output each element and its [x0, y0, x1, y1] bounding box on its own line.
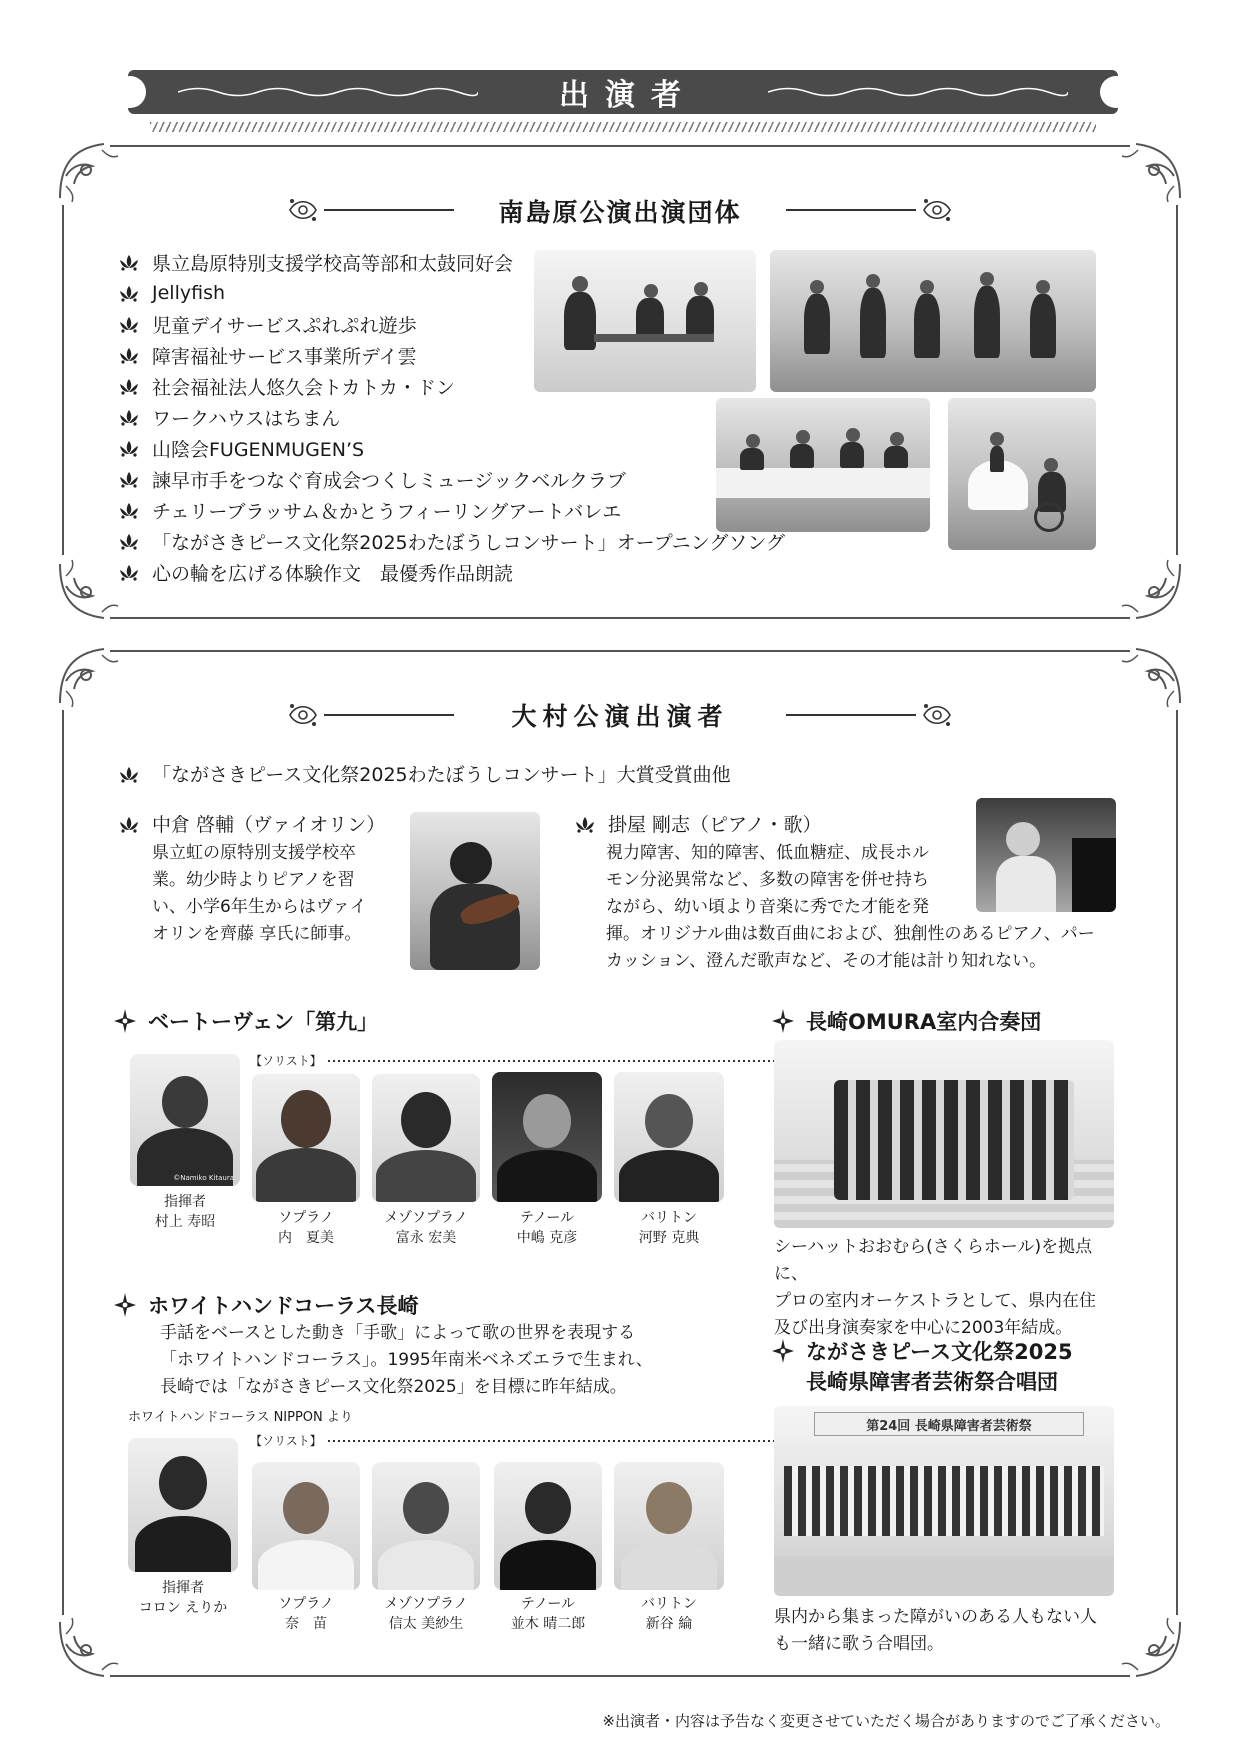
frame1-right [1176, 205, 1178, 555]
lotus-icon [574, 815, 596, 833]
hatch-divider [150, 122, 1096, 132]
corner-ornament-icon [52, 641, 122, 711]
nakakura-heading: 中倉 啓輔（ヴァイオリン） [118, 810, 385, 837]
soloist-caption: ソプラノ 内 夏美 [278, 1210, 334, 1246]
photo-nakakura [410, 812, 540, 970]
kakeya-heading: 掛屋 剛志（ピアノ・歌） [574, 810, 822, 837]
section-title-omura: 大村公演出演者 [511, 702, 729, 731]
lotus-icon [118, 470, 140, 488]
ornament-icon [286, 195, 320, 225]
beethoven-soloist-label: 【ソリスト】 [250, 1052, 798, 1069]
photo-omura-ensemble [774, 1040, 1114, 1228]
choir-heading: ながさきピース文化祭2025 [770, 1336, 1073, 1366]
list-item: 障害福祉サービス事業所デイ雲 [118, 341, 417, 369]
list-item: 児童デイサービスぷれぷれ遊歩 [118, 310, 417, 338]
nakakura-bio: 県立虹の原特別支援学校卒 業。幼少時よりピアノを習 い、小学6年生からはヴァイ オリンを齊藤 享氏に師事。 [152, 843, 367, 944]
corner-ornament-icon [52, 1614, 122, 1684]
omura-ensemble-heading: 長崎OMURA室内合奏団 [770, 1006, 1041, 1036]
portrait-baritone [614, 1072, 724, 1202]
photo-music-bell-club [716, 398, 930, 532]
list-item: 山陰会FUGENMUGEN’S [118, 434, 364, 462]
photo-dance-group [770, 250, 1096, 392]
lotus-icon [118, 284, 140, 302]
soloist-caption: ソプラノ 奈 苗 [278, 1596, 334, 1632]
portrait-conductor-murakami: ©Namiko Kitaura [130, 1054, 240, 1186]
corner-ornament-icon [1118, 641, 1188, 711]
lotus-icon [118, 532, 140, 550]
kakeya-bio: 視力障害、知的障害、低血糖症、成長ホル モン分泌異常など、多数の障害を併せ持ち ながら、幼い頃より音楽に秀でた才能を発 揮。オリジナル曲は数百曲におよび、独創性のあるピアノ、パー カッション、澄んだ歌声など、その才能は計り知れない。 [606, 843, 1095, 971]
lotus-icon [118, 563, 140, 581]
list-item: ワークハウスはちまん [118, 403, 340, 431]
ornament-icon [286, 700, 320, 730]
photo-taiko-group [534, 250, 756, 392]
section-title-minamishimabara: 南島原公演出演団体 [498, 198, 742, 227]
conductor-caption: 指揮者 コロン えりか [138, 1580, 228, 1616]
lotus-icon [118, 346, 140, 364]
choir-description: 県内から集まった障がいのある人もない人 も一緒に歌う合唱団。 [774, 1607, 1097, 1654]
portrait-baritone-shintani [614, 1462, 724, 1590]
corner-ornament-icon [1118, 1614, 1188, 1684]
ornament-icon [920, 700, 954, 730]
photo-ballet [948, 398, 1096, 550]
corner-ornament-icon [1118, 136, 1188, 206]
lotus-icon [118, 253, 140, 271]
soloist-caption: バリトン 新谷 綸 [641, 1596, 697, 1632]
portrait-soprano-nanae [252, 1462, 360, 1590]
list-item: Jellyfish [118, 279, 225, 307]
portrait-mezzo-soprano [372, 1074, 480, 1202]
sparkle-icon [112, 1292, 138, 1318]
photo-kakeya [976, 798, 1116, 912]
list-item: 県立島原特別支援学校高等部和太鼓同好会 [118, 248, 513, 276]
list-item: チェリーブラッサム＆かとうフィーリングアートバレエ [118, 496, 621, 524]
title-rule [324, 209, 454, 211]
list-item: 諫早市手をつなぐ育成会つくしミュージックベルクラブ [118, 465, 626, 493]
corner-ornament-icon [1118, 556, 1188, 626]
banner-ornament-right [768, 85, 1068, 99]
corner-ornament-icon [52, 136, 122, 206]
lotus-icon [118, 315, 140, 333]
soloist-caption: メゾソプラノ 富永 宏美 [384, 1210, 468, 1246]
choir-subheading: 長崎県障害者芸術祭合唱団 [806, 1370, 1058, 1394]
frame2-right [1176, 710, 1178, 1615]
page-title: 出演者 [559, 78, 697, 113]
sparkle-icon [112, 1008, 138, 1034]
list-item: 社会福祉法人悠久会トカトカ・ドン [118, 372, 455, 400]
soloist-caption: バリトン 河野 克典 [638, 1210, 700, 1246]
whitehand-from: ホワイトハンドコーラス NIPPON より [128, 1410, 353, 1425]
frame2-bottom [110, 1675, 1130, 1677]
portrait-tenor [492, 1072, 602, 1202]
photo-choir: 第24回 長崎県障害者芸術祭 [774, 1406, 1114, 1596]
lotus-icon [118, 501, 140, 519]
title-rule [786, 714, 916, 716]
corner-ornament-icon [52, 556, 122, 626]
frame2-top [110, 650, 1130, 652]
lotus-icon [118, 765, 140, 783]
title-rule [324, 714, 454, 716]
soloist-caption: テノール 並木 晴二郎 [510, 1596, 586, 1632]
whitehand-heading: ホワイトハンドコーラス長崎 [112, 1290, 418, 1320]
soloist-caption: メゾソプラノ 信太 美紗生 [384, 1596, 468, 1632]
list-item: 「ながさきピース文化祭2025わたぼうしコンサート」オープニングソング [118, 527, 785, 555]
soloist-caption: テノール 中嶋 克彦 [516, 1210, 578, 1246]
footnote: ※出演者・内容は予告なく変更させていただく場合がありますのでご了承ください。 [602, 1712, 1170, 1730]
ornament-icon [920, 195, 954, 225]
frame1-bottom [110, 617, 1130, 619]
beethoven-heading: ベートーヴェン「第九」 [112, 1006, 378, 1036]
lotus-icon [118, 377, 140, 395]
omura-intro: 「ながさきピース文化祭2025わたぼうしコンサート」大賞受賞曲他 [118, 760, 731, 787]
omura-ensemble-description: シーハットおおむら(さくらホール)を拠点に、 プロの室内オーケストラとして、県内在住 及び出身演奏家を中心に2003年結成。 [774, 1237, 1096, 1338]
conductor-caption: 指揮者 村上 寿昭 [154, 1194, 216, 1230]
banner-ornament-left [178, 85, 478, 99]
portrait-mezzo-shida [372, 1462, 480, 1590]
whitehand-soloist-label: 【ソリスト】 [250, 1432, 798, 1449]
list-item: 心の輪を広げる体験作文 最優秀作品朗読 [118, 558, 513, 586]
lotus-icon [118, 815, 140, 833]
whitehand-description: 手話をベースとした動き「手歌」によって歌の世界を表現する 「ホワイトハンドコーラス」。1995年南米ベネズエラで生まれ、 長崎では「ながさきピース文化祭2025」を目標に昨年結成。 [160, 1323, 653, 1397]
lotus-icon [118, 408, 140, 426]
sparkle-icon [770, 1338, 796, 1364]
frame1-left [62, 205, 64, 555]
title-rule [786, 209, 916, 211]
portrait-soprano [252, 1074, 360, 1202]
sparkle-icon [770, 1008, 796, 1034]
lotus-icon [118, 439, 140, 457]
frame1-top [110, 145, 1130, 147]
portrait-conductor-colon [128, 1438, 238, 1572]
portrait-tenor-namiki [494, 1462, 602, 1590]
frame2-left [62, 710, 64, 1615]
